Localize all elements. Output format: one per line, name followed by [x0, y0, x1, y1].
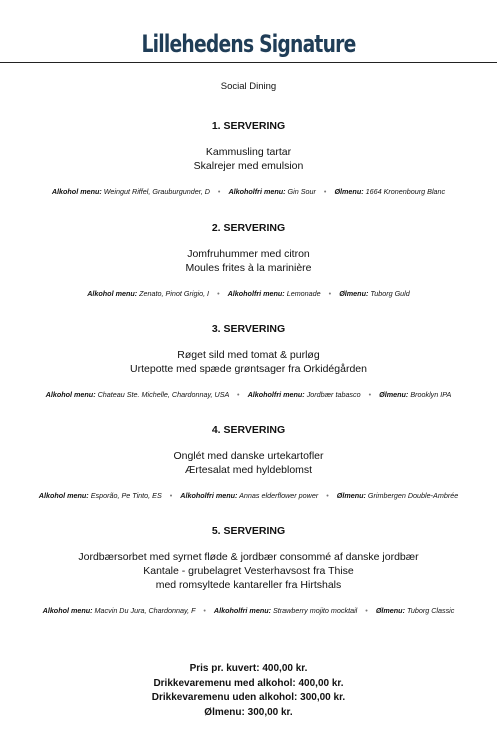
course-dishes [0, 449, 497, 477]
course-5 [0, 525, 497, 615]
beer-label: Ølmenu: [379, 390, 409, 399]
alcohol-label: Alkohol menu: [42, 606, 93, 615]
title-divider [0, 62, 497, 63]
beer-drink: 1664 Kronenbourg Blanc [365, 187, 446, 196]
separator: • [365, 606, 368, 615]
course-1 [0, 120, 497, 196]
course-dishes [0, 145, 497, 173]
alcohol-label: Alkohol menu: [45, 390, 96, 399]
beer-label: Ølmenu: [334, 187, 364, 196]
separator: • [169, 491, 173, 500]
course-heading: 4. SERVERING [211, 424, 286, 436]
dish: Kammusling tartar [205, 146, 292, 158]
alcohol-free-drink: Lemonade [286, 289, 321, 298]
alcohol-free-label: Alkoholfri menu: [213, 606, 271, 615]
course-dishes [0, 247, 497, 275]
dish: Onglét med danske urtekartofler [173, 450, 324, 462]
beer-drink: Grimbergen Double-Ambrée [367, 491, 459, 500]
alcohol-drink: Esporão, Pe Tinto, ES [90, 491, 162, 500]
alcohol-free-drink: Strawberry mojito mocktail [273, 606, 358, 615]
dish: med romsyltede kantareller fra Hirtshals [155, 579, 342, 591]
dish: Urtepotte med spæde grøntsager fra Orkidégården [130, 363, 367, 375]
alcohol-drink: Chateau Ste. Michelle, Chardonnay, USA [97, 390, 230, 399]
separator: • [326, 491, 329, 500]
beer-drink: Tuborg Guld [370, 289, 410, 298]
price-line: Drikkevaremenu med alkohol: 400,00 kr. [153, 677, 344, 689]
menu-subtitle: Social Dining [220, 81, 277, 92]
alcohol-free-label: Alkoholfri menu: [227, 289, 285, 298]
alcohol-free-label: Alkoholfri menu: [180, 491, 238, 500]
alcohol-drink: Zenato, Pinot Grigio, I [139, 289, 210, 298]
course-heading: 5. SERVERING [211, 525, 286, 537]
alcohol-label: Alkohol menu: [38, 491, 89, 500]
separator: • [203, 606, 206, 615]
dish: Jomfruhummer med citron [187, 248, 310, 260]
beer-label: Ølmenu: [375, 606, 405, 615]
drink-pairings [0, 606, 497, 615]
separator: • [237, 390, 240, 399]
alcohol-drink: Weingut Riffel, Grauburgunder, D [103, 187, 210, 196]
dish: Skalrejer med emulsion [193, 160, 304, 172]
dish: Røget sild med tomat & purløg [177, 349, 320, 361]
page-title: Lillehedens Signature [141, 30, 356, 58]
course-4 [0, 424, 497, 500]
separator: • [328, 289, 332, 298]
separator: • [323, 187, 327, 196]
price-line: Ølmenu: 300,00 kr. [204, 706, 293, 718]
course-dishes [0, 550, 497, 592]
dish: Ærtesalat med hyldeblomst [184, 464, 313, 476]
drink-pairings [0, 289, 497, 298]
separator: • [217, 289, 220, 298]
price-line: Pris pr. kuvert: 400,00 kr. [189, 663, 308, 674]
beer-label: Ølmenu: [339, 289, 369, 298]
course-3 [0, 323, 497, 399]
beer-label: Ølmenu: [336, 491, 366, 500]
course-dishes [0, 348, 497, 376]
alcohol-drink: Macvin Du Jura, Chardonnay, F [94, 606, 196, 615]
dish: Kantale - grubelagret Vesterhavsost fra Thise [143, 565, 354, 577]
drink-pairings [0, 187, 497, 196]
alcohol-free-label: Alkoholfri menu: [228, 187, 286, 196]
beer-drink: Tuborg Classic [406, 606, 455, 615]
price-list [0, 662, 497, 720]
course-2 [0, 222, 497, 298]
alcohol-free-drink: Gin Sour [287, 187, 316, 196]
drink-pairings [0, 390, 497, 399]
alcohol-free-label: Alkoholfri menu: [247, 390, 305, 399]
alcohol-label: Alkohol menu: [87, 289, 138, 298]
dish: Jordbærsorbet med syrnet fløde & jordbær consommé af danske jordbær [78, 551, 419, 563]
price-line: Drikkevaremenu uden alkohol: 300,00 kr. [151, 692, 346, 703]
course-heading: 3. SERVERING [211, 323, 286, 335]
dish: Moules frites à la marinière [185, 262, 312, 274]
drink-pairings [0, 491, 497, 500]
alcohol-label: Alkohol menu: [51, 187, 102, 196]
beer-drink: Brooklyn IPA [410, 390, 452, 399]
alcohol-free-drink: Jordbær tabasco [306, 390, 361, 399]
alcohol-free-drink: Annas elderflower power [239, 491, 319, 500]
course-heading: 1. SERVERING [211, 120, 286, 132]
separator: • [217, 187, 221, 196]
course-heading: 2. SERVERING [211, 222, 286, 234]
separator: • [368, 390, 372, 399]
